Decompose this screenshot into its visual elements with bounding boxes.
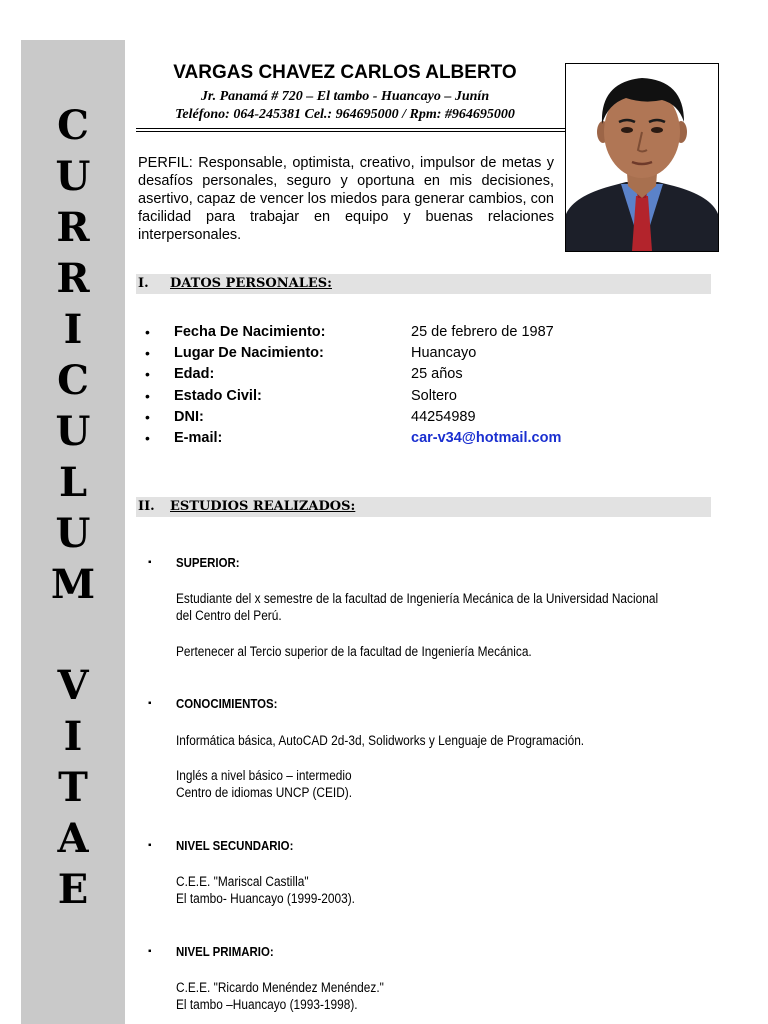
study-heading: NIVEL SECUNDARIO: xyxy=(176,838,294,853)
field-label: Lugar De Nacimiento: xyxy=(174,345,324,361)
sidebar-letter: E xyxy=(57,866,89,913)
bullet: • xyxy=(145,388,150,404)
sidebar-letter: I xyxy=(63,713,83,760)
contact-address: Jr. Panamá # 720 – El tambo - Huancayo – Junín xyxy=(200,89,490,104)
field-value: Huancayo xyxy=(411,345,477,361)
study-line: C.E.E. "Ricardo Menéndez Menéndez." xyxy=(176,980,384,995)
field-label: DNI: xyxy=(174,409,204,425)
sidebar-letter: M xyxy=(50,561,96,608)
field-label: Estado Civil: xyxy=(174,388,262,404)
study-line: Pertenecer al Tercio superior de la facultad de Ingeniería Mecánica. xyxy=(176,644,532,659)
study-line: Inglés a nivel básico – intermedio xyxy=(176,768,352,783)
section-number: I. xyxy=(138,276,149,291)
personal-data-row xyxy=(145,430,705,451)
square-bullet: ▪ xyxy=(148,557,152,568)
profile-photo xyxy=(565,63,719,252)
bullet: • xyxy=(145,409,150,425)
field-value: 25 años xyxy=(411,366,463,382)
profile-summary: PERFIL: Responsable, optimista, creativo, impulsor de metas y desafíos personales, seguro y oportuna en mis decisiones, asertivo, capaz de vencer los miedos para generar cambios, con facilidad para trabajar en equipo y buenas relaciones interpersonales. xyxy=(138,155,554,243)
study-line: El tambo- Huancayo (1999-2003). xyxy=(176,891,355,906)
study-heading: SUPERIOR: xyxy=(176,555,240,570)
square-bullet: ▪ xyxy=(148,946,152,957)
field-label: E-mail: xyxy=(174,430,223,446)
square-bullet: ▪ xyxy=(148,698,152,709)
sidebar-letter: R xyxy=(56,255,90,302)
sidebar-letter: I xyxy=(63,306,83,353)
personal-data-row xyxy=(145,345,705,366)
sidebar-letter: U xyxy=(55,153,91,200)
study-heading: NIVEL PRIMARIO: xyxy=(176,944,274,959)
field-label: Edad: xyxy=(174,366,215,382)
bullet: • xyxy=(145,366,150,382)
section-header-studies xyxy=(136,497,711,517)
section-title: ESTUDIOS REALIZADOS: xyxy=(170,499,356,514)
study-line: El tambo –Huancayo (1993-1998). xyxy=(176,997,358,1012)
candidate-name: VARGAS CHAVEZ CARLOS ALBERTO xyxy=(173,62,517,83)
personal-data-row xyxy=(145,409,705,430)
header-divider xyxy=(136,128,566,129)
study-line: Estudiante del x semestre de la facultad de Ingeniería Mecánica de la Universidad Nacional xyxy=(176,591,659,606)
study-line: Informática básica, AutoCAD 2d-3d, Solidworks y Lenguaje de Programación. xyxy=(176,733,585,748)
section-title: DATOS PERSONALES: xyxy=(170,276,332,291)
sidebar-letter: A xyxy=(57,815,89,862)
square-bullet: ▪ xyxy=(148,840,152,851)
personal-data-row xyxy=(145,366,705,387)
sidebar-letter: C xyxy=(57,102,89,149)
field-label: Fecha De Nacimiento: xyxy=(174,324,326,340)
sidebar-letter: U xyxy=(55,510,91,557)
sidebar-letter: T xyxy=(58,764,88,811)
header-divider xyxy=(136,131,566,132)
sidebar-letter: V xyxy=(57,662,89,709)
bullet: • xyxy=(145,345,150,361)
sidebar-letter: R xyxy=(56,204,90,251)
study-line: Centro de idiomas UNCP (CEID). xyxy=(176,785,353,800)
field-value: 25 de febrero de 1987 xyxy=(411,324,554,340)
sidebar-letter: C xyxy=(57,357,89,404)
study-line: C.E.E. "Mariscal Castilla" xyxy=(176,874,309,889)
personal-data-row xyxy=(145,388,705,409)
email-link[interactable]: car-v34@hotmail.com xyxy=(411,430,562,446)
personal-data-row xyxy=(145,324,705,345)
sidebar-letter: U xyxy=(55,408,91,455)
section-header-personal xyxy=(136,274,711,294)
bullet: • xyxy=(145,430,150,446)
contact-phones: Teléfono: 064-245381 Cel.: 964695000 / Rpm: #964695000 xyxy=(175,107,515,122)
field-value: Soltero xyxy=(411,388,457,404)
section-number: II. xyxy=(138,499,155,514)
study-line: del Centro del Perú. xyxy=(176,608,282,623)
portrait-illustration xyxy=(566,64,718,251)
bullet: • xyxy=(145,324,150,340)
field-value: 44254989 xyxy=(411,409,476,425)
sidebar-letter: L xyxy=(58,459,88,506)
curriculum-vitae-sidebar xyxy=(21,40,125,1024)
study-heading: CONOCIMIENTOS: xyxy=(176,696,278,711)
